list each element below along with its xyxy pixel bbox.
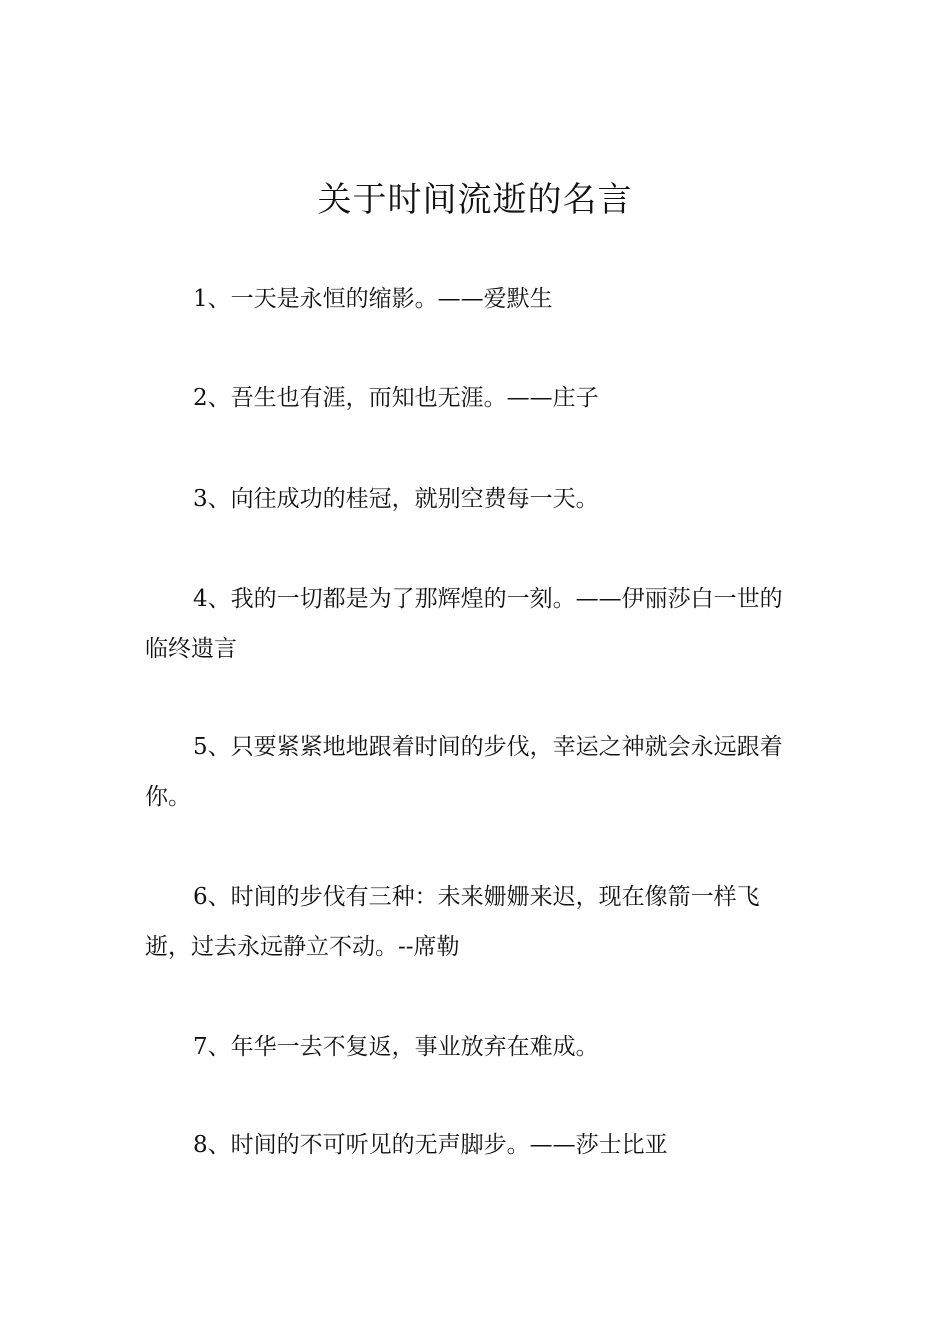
document-title: 关于时间流逝的名言 xyxy=(317,180,633,220)
quote-item: 7、年华一去不复返，事业放弃在难成。 xyxy=(193,1034,599,1060)
quote-item: 6、时间的步伐有三种：未来姗姗来迟，现在像箭一样飞逝，过去永远静立不动。--席勒 xyxy=(145,884,760,960)
quote-item: 4、我的一切都是为了那辉煌的一刻。——伊丽莎白一世的临终遗言 xyxy=(145,586,783,662)
quote-item: 2、吾生也有涯，而知也无涯。——庄子 xyxy=(193,385,599,411)
quote-item: 5、只要紧紧地地跟着时间的步伐，幸运之神就会永远跟着你。 xyxy=(145,734,783,810)
quote-item: 8、时间的不可听见的无声脚步。——莎士比亚 xyxy=(193,1132,668,1158)
quote-item: 3、向往成功的桂冠，就别空费每一天。 xyxy=(193,486,599,512)
quote-item: 1、一天是永恒的缩影。——爱默生 xyxy=(193,286,553,312)
